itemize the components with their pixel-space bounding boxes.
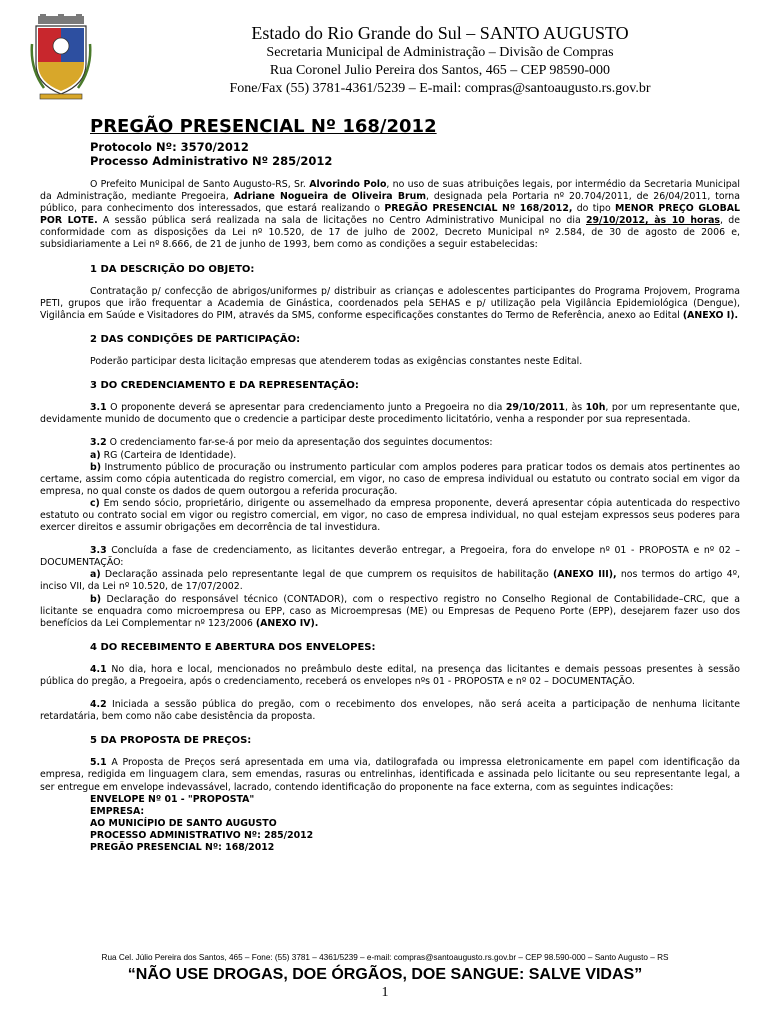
item-letter: a)	[90, 569, 101, 581]
footer-slogan: “NÃO USE DROGAS, DOE ÓRGÃOS, DOE SANGUE: SALVE VIDAS”	[127, 966, 643, 983]
item-text: RG (Carteira de Identidade).	[100, 449, 237, 461]
page-number: 1	[381, 985, 389, 1000]
header-secretaria: Secretaria Municipal de Administração – Divisão de Compras	[266, 45, 614, 60]
document-title: PREGÃO PRESENCIAL Nº 168/2012	[90, 116, 437, 137]
clause-number: 3.3	[90, 545, 107, 557]
section-heading-4: 4 DO RECEBIMENTO E ABERTURA DOS ENVELOPES:	[90, 641, 376, 653]
clause-text: O proponente deverá se apresentar para credenciamento junto a Pregoeira no dia	[106, 402, 506, 414]
intro-text: do tipo	[572, 203, 616, 215]
process-number: Processo Administrativo Nº 285/2012	[90, 154, 333, 168]
pregoeira-name: Adriane Nogueira de Oliveira Brum	[233, 191, 427, 203]
envelope-line: PREGÃO PRESENCIAL Nº: 168/2012	[90, 842, 275, 854]
municipal-coat-of-arms-icon	[30, 14, 92, 100]
envelope-line: ENVELOPE Nº 01 - "PROPOSTA"	[90, 793, 255, 805]
clause-number: 4.2	[90, 699, 107, 711]
intro-text: A sessão pública será realizada na sala de licitações no Centro Administrativo Municipal no dia	[97, 215, 586, 227]
item-letter: a)	[90, 449, 101, 461]
section-heading-3: 3 DO CREDENCIAMENTO E DA REPRESENTAÇÃO:	[90, 380, 359, 392]
clause-3-3-a	[40, 569, 740, 593]
section-heading-5: 5 DA PROPOSTA DE PREÇOS:	[90, 735, 252, 747]
item-text: Declaração assinada pelo representante legal de que cumprem os requisitos de habilitação	[100, 569, 554, 581]
section-heading-2: 2 DAS CONDIÇÕES DE PARTICIPAÇÃO:	[90, 333, 301, 345]
section-1-paragraph	[40, 286, 740, 322]
clause-3-3-b	[40, 594, 740, 630]
footer-address: Rua Cel. Júlio Pereira dos Santos, 465 – Fone: (55) 3781 – 4361/5239 – e-mail: compras@santoaugusto.rs.gov.br – CEP 98.590-000 – Santo Augusto – RS	[101, 953, 669, 962]
clause-4-1	[40, 664, 740, 688]
clause-time: 10h	[585, 402, 606, 414]
clause-number: 3.2	[90, 437, 107, 449]
clause-3-2-c	[40, 498, 740, 534]
item-letter: b)	[90, 461, 101, 473]
section-2-paragraph: Poderão participar desta licitação empresas que atenderem todas as exigências constantes neste Edital.	[90, 356, 583, 368]
header-state: Estado do Rio Grande do Sul – SANTO AUGUSTO	[251, 23, 629, 43]
header-address: Rua Coronel Julio Pereira dos Santos, 465 – CEP 98590-000	[269, 63, 611, 78]
annex-4-ref: (ANEXO IV).	[255, 617, 319, 629]
clause-text: , por um representante que, devidamente munido de documento que o credencie a participar deste procedimento licitatório, venha a responder por sua representada.	[40, 402, 740, 426]
intro-text: O Prefeito Municipal de Santo Augusto-RS, Sr.	[90, 179, 310, 190]
envelope-line: PROCESSO ADMINISTRATIVO Nº: 285/2012	[90, 830, 314, 842]
pregao-reference: PREGÃO PRESENCIAL Nº 168/2012,	[384, 203, 573, 215]
clause-3-1	[40, 402, 740, 426]
section-1-text: Contratação p/ confecção de abrigos/uniformes p/ distribuir as crianças e adolescentes participantes do Programa Projovem, Programa PETI, grupos que irão frequentar a Academia de Ginástica, coordenados pela SEHAS e p/ utilização pela Vigilância Epidemiológica (Dengue), Vigilância em Saúde e Visitadores do PIM, através da SMS, conforme especificações constantes do Termo de Referência, anexo ao Edital	[40, 285, 740, 321]
intro-paragraph	[40, 179, 740, 252]
intro-text: , designada pela Portaria nº 20.704/2011, de 26/04/2011, torna público, para conhecimento dos interessados, que estará realizando o	[40, 191, 740, 215]
header-contact: Fone/Fax (55) 3781-4361/5239 – E-mail: compras@santoaugusto.rs.gov.br	[229, 81, 651, 96]
clause-number: 5.1	[90, 757, 107, 769]
protocol-number: Protocolo Nº: 3570/2012	[90, 140, 249, 154]
item-text: nos termos do artigo 4º, inciso VII, da Lei nº 10.520, de 17/07/2002.	[40, 569, 740, 593]
clause-3-3	[40, 545, 740, 569]
item-text: Declaração do responsável técnico (CONTADOR), com o respectivo registro no Conselho Regional de Contabilidade–CRC, que a licitante se enquadra como microempresa ou EPP, caso as Microempresas (ME) ou Empresas de Pequeno Porte (EPP), desejarem fazer uso dos benefícios da Lei Complementar nº 123/2006	[40, 593, 740, 629]
clause-date: 29/10/2011	[505, 402, 565, 414]
item-text: Instrumento público de procuração ou instrumento particular com amplos poderes para praticar todos os demais atos pertinentes ao certame, assim como cópia autenticada do registro comercial, em vigor, no caso de empresa individual ou estatuto ou contrato social em vigor da empresa, no qual conste os dados de quem outorgou a referida procuração.	[40, 461, 740, 497]
pregao-type: MENOR PREÇO GLOBAL POR LOTE.	[40, 203, 740, 227]
item-text: Em sendo sócio, proprietário, dirigente ou assemelhado da empresa proponente, deverá apresentar cópia autenticada do respectivo estatuto ou contrato social em vigor ou registro comercial, em vigor, no caso de empresa individual, no qual estejam expressos seus poderes para exercer direitos e assumir obrigações em decorrência de tal investidura.	[40, 497, 740, 534]
clause-text: Iniciada a sessão pública do pregão, com o recebimento dos envelopes, não será aceita a participação de nenhuma licitante retardatária, bem como não cabe desistência da proposta.	[40, 699, 740, 723]
clause-3-2-b	[40, 462, 740, 498]
clause-number: 3.1	[90, 402, 107, 414]
item-letter: c)	[90, 497, 100, 509]
clause-text: A Proposta de Preços será apresentada em uma via, datilografada ou impressa eletronicamente em papel com identificação da empresa, redigida em linguagem clara, sem emendas, rasuras ou entrelinhas, identificada e assinada pelo licitante ou seu representante legal, a ser entregue em envelope indevassável, lacrado, contendo identificação do proponente na face externa, com as seguintes indicações:	[40, 757, 740, 793]
intro-text: , de conformidade com as disposições da Lei nº 10.520, de 17 de julho de 2002, Decreto Municipal nº 2.584, de 30 de agosto de 2006 e, subsidiariamente a Lei nº 8.666, de 21 de junho de 1993, bem como as condições a seguir estabelecidas:	[40, 215, 740, 251]
clause-3-2	[40, 437, 740, 449]
clause-4-2	[40, 699, 740, 723]
clause-3-2-a	[40, 450, 740, 462]
annex-3-ref: (ANEXO III),	[553, 569, 617, 581]
clause-text: , às	[564, 402, 586, 414]
section-heading-1: 1 DA DESCRIÇÃO DO OBJETO:	[90, 263, 255, 275]
clause-text: No dia, hora e local, mencionados no preâmbulo deste edital, na presença das licitantes e demais pessoas presentes à sessão pública do pregão, a Pregoeira, após o credenciamento, receberá os envelopes nºs 01 - PROPOSTA e nº 02 – DOCUMENTAÇÃO.	[40, 663, 740, 687]
document-body	[40, 116, 740, 855]
clause-5-1	[40, 757, 740, 793]
clause-text: Concluída a fase de credenciamento, as licitantes deverão entregar, a Pregoeira, fora do envelope nº 01 - PROPOSTA e nº 02 – DOCUMENTAÇÃO:	[40, 545, 740, 569]
mayor-name: Alvorindo Polo	[309, 179, 387, 190]
envelope-line: AO MUNICÍPIO DE SANTO AUGUSTO	[90, 818, 277, 830]
session-date: 29/10/2012, às 10 horas	[586, 215, 720, 227]
annex-1-ref: (ANEXO I).	[682, 309, 739, 321]
clause-text: O credenciamento far-se-á por meio da apresentação dos seguintes documentos:	[106, 437, 493, 449]
envelope-line: EMPRESA:	[90, 805, 145, 817]
intro-text: , no uso de suas atribuições legais, por intermédio da Secretaria Municipal da Administração, mediante Pregoeira,	[40, 179, 740, 203]
clause-number: 4.1	[90, 663, 107, 675]
item-letter: b)	[90, 593, 101, 605]
